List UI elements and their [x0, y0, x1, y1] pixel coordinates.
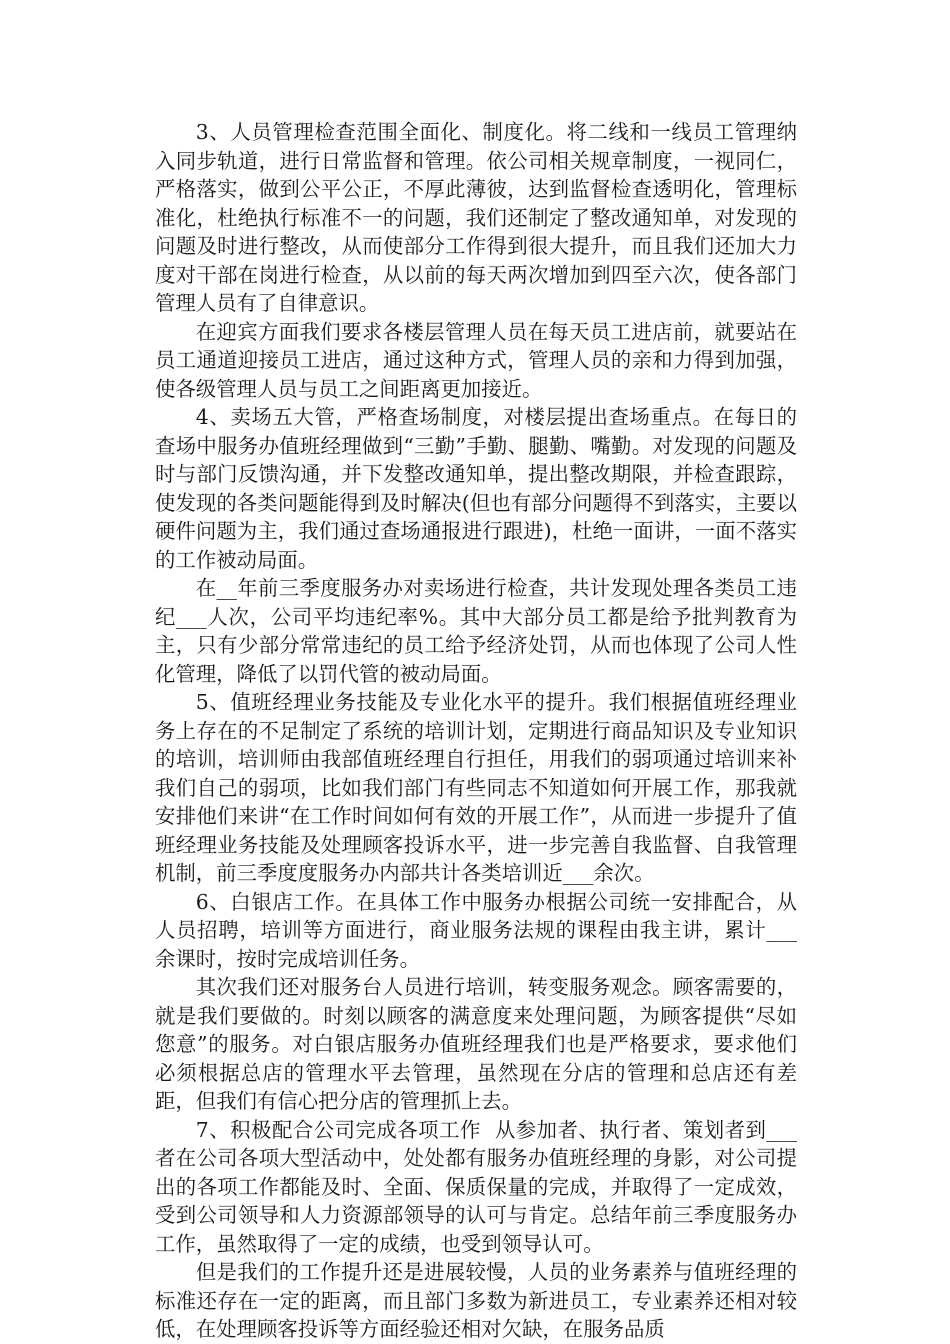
paragraph-shortcomings: 但是我们的工作提升还是进展较慢，人员的业务素养与值班经理的标准还存在一定的距离，而且部门多数为新进员工，专业素养还相对较低，在处理顾客投诉等方面经验还相对欠缺，在服务品质 — [155, 1260, 797, 1341]
paragraph-training: 5、值班经理业务技能及专业化水平的提升。我们根据值班经理业务上存在的不足制定了系统的培训计划，定期进行商品知识及专业知识的培训，培训师由我部值班经理自行担任，用我们的弱项通过培训来补我们自己的弱项，比如我们部门有些同志不知道如何开展工作，那我就安排他们来讲“在工作时间如何有效的开展工作”，从而进一步提升了值班经理业务技能及处理顾客投诉水平，进一步完善自我监督、自我管理机制，前三季度度服务办内部共计各类培训近___余次。 — [155, 690, 797, 885]
document-body — [155, 118, 797, 1344]
paragraph-store-inspection: 4、卖场五大管，严格查场制度，对楼层提出查场重点。在每日的查场中服务办值班经理做到“三勤”手勤、腿勤、嘴勤。对发现的问题及时与部门反馈沟通，并下发整改通知单，提出整改期限，并检查跟踪，使发现的各类问题能得到及时解决(但也有部分问题得不到落实，主要以硬件问题为主，我们通过查场通报进行跟进)，杜绝一面讲，一面不落实的工作被动局面。 — [155, 405, 797, 572]
paragraph-greeting: 在迎宾方面我们要求各楼层管理人员在每天员工进店前，就要站在员工通道迎接员工进店，通过这种方式，管理人员的亲和力得到加强，使各级管理人员与员工之间距离更加接近。 — [155, 319, 797, 401]
paragraph-service-desk: 其次我们还对服务台人员进行培训，转变服务观念。顾客需要的，就是我们要做的。时刻以顾客的满意度来处理问题，为顾客提供“尽如您意”的服务。对白银店服务办值班经理我们也是严格要求，要求他们必须根据总店的管理水平去管理，虽然现在分店的管理和总店还有差距，但我们有信心把分店的管理抓上去。 — [155, 975, 797, 1113]
paragraph-baiyin-store: 6、白银店工作。在具体工作中服务办根据公司统一安排配合，从人员招聘，培训等方面进行，商业服务法规的课程由我主讲，累计___余课时，按时完成培训任务。 — [155, 889, 797, 971]
paragraph-company-cooperation: 7、积极配合公司完成各项工作 从参加者、执行者、策划者到___者在公司各项大型活动中，处处都有服务办值班经理的身影，对公司提出的各项工作都能及时、全面、保质保量的完成，并取得了一定成效，受到公司领导和人力资源部领导的认可与肯定。总结年前三季度服务办工作，虽然取得了一定的成绩，也受到领导认可。 — [155, 1117, 797, 1256]
paragraph-personnel-management: 3、人员管理检查范围全面化、制度化。将二线和一线员工管理纳入同步轨道，进行日常监督和管理。依公司相关规章制度，一视同仁，严格落实，做到公平公正，不厚此薄彼，达到监督检查透明化，管理标准化，杜绝执行标准不一的问题，我们还制定了整改通知单，对发现的问题及时进行整改，从而使部分工作得到很大提升，而且我们还加大力度对干部在岗进行检查，从以前的每天两次增加到四至六次，使各部门管理人员有了自律意识。 — [155, 120, 797, 315]
paragraph-violation-stats: 在__年前三季度服务办对卖场进行检查，共计发现处理各类员工违纪___人次，公司平均违纪率%。其中大部分员工都是给予批判教育为主，只有少部分常常违纪的员工给予经济处罚，从而也体现了公司人性化管理，降低了以罚代管的被动局面。 — [155, 576, 797, 686]
